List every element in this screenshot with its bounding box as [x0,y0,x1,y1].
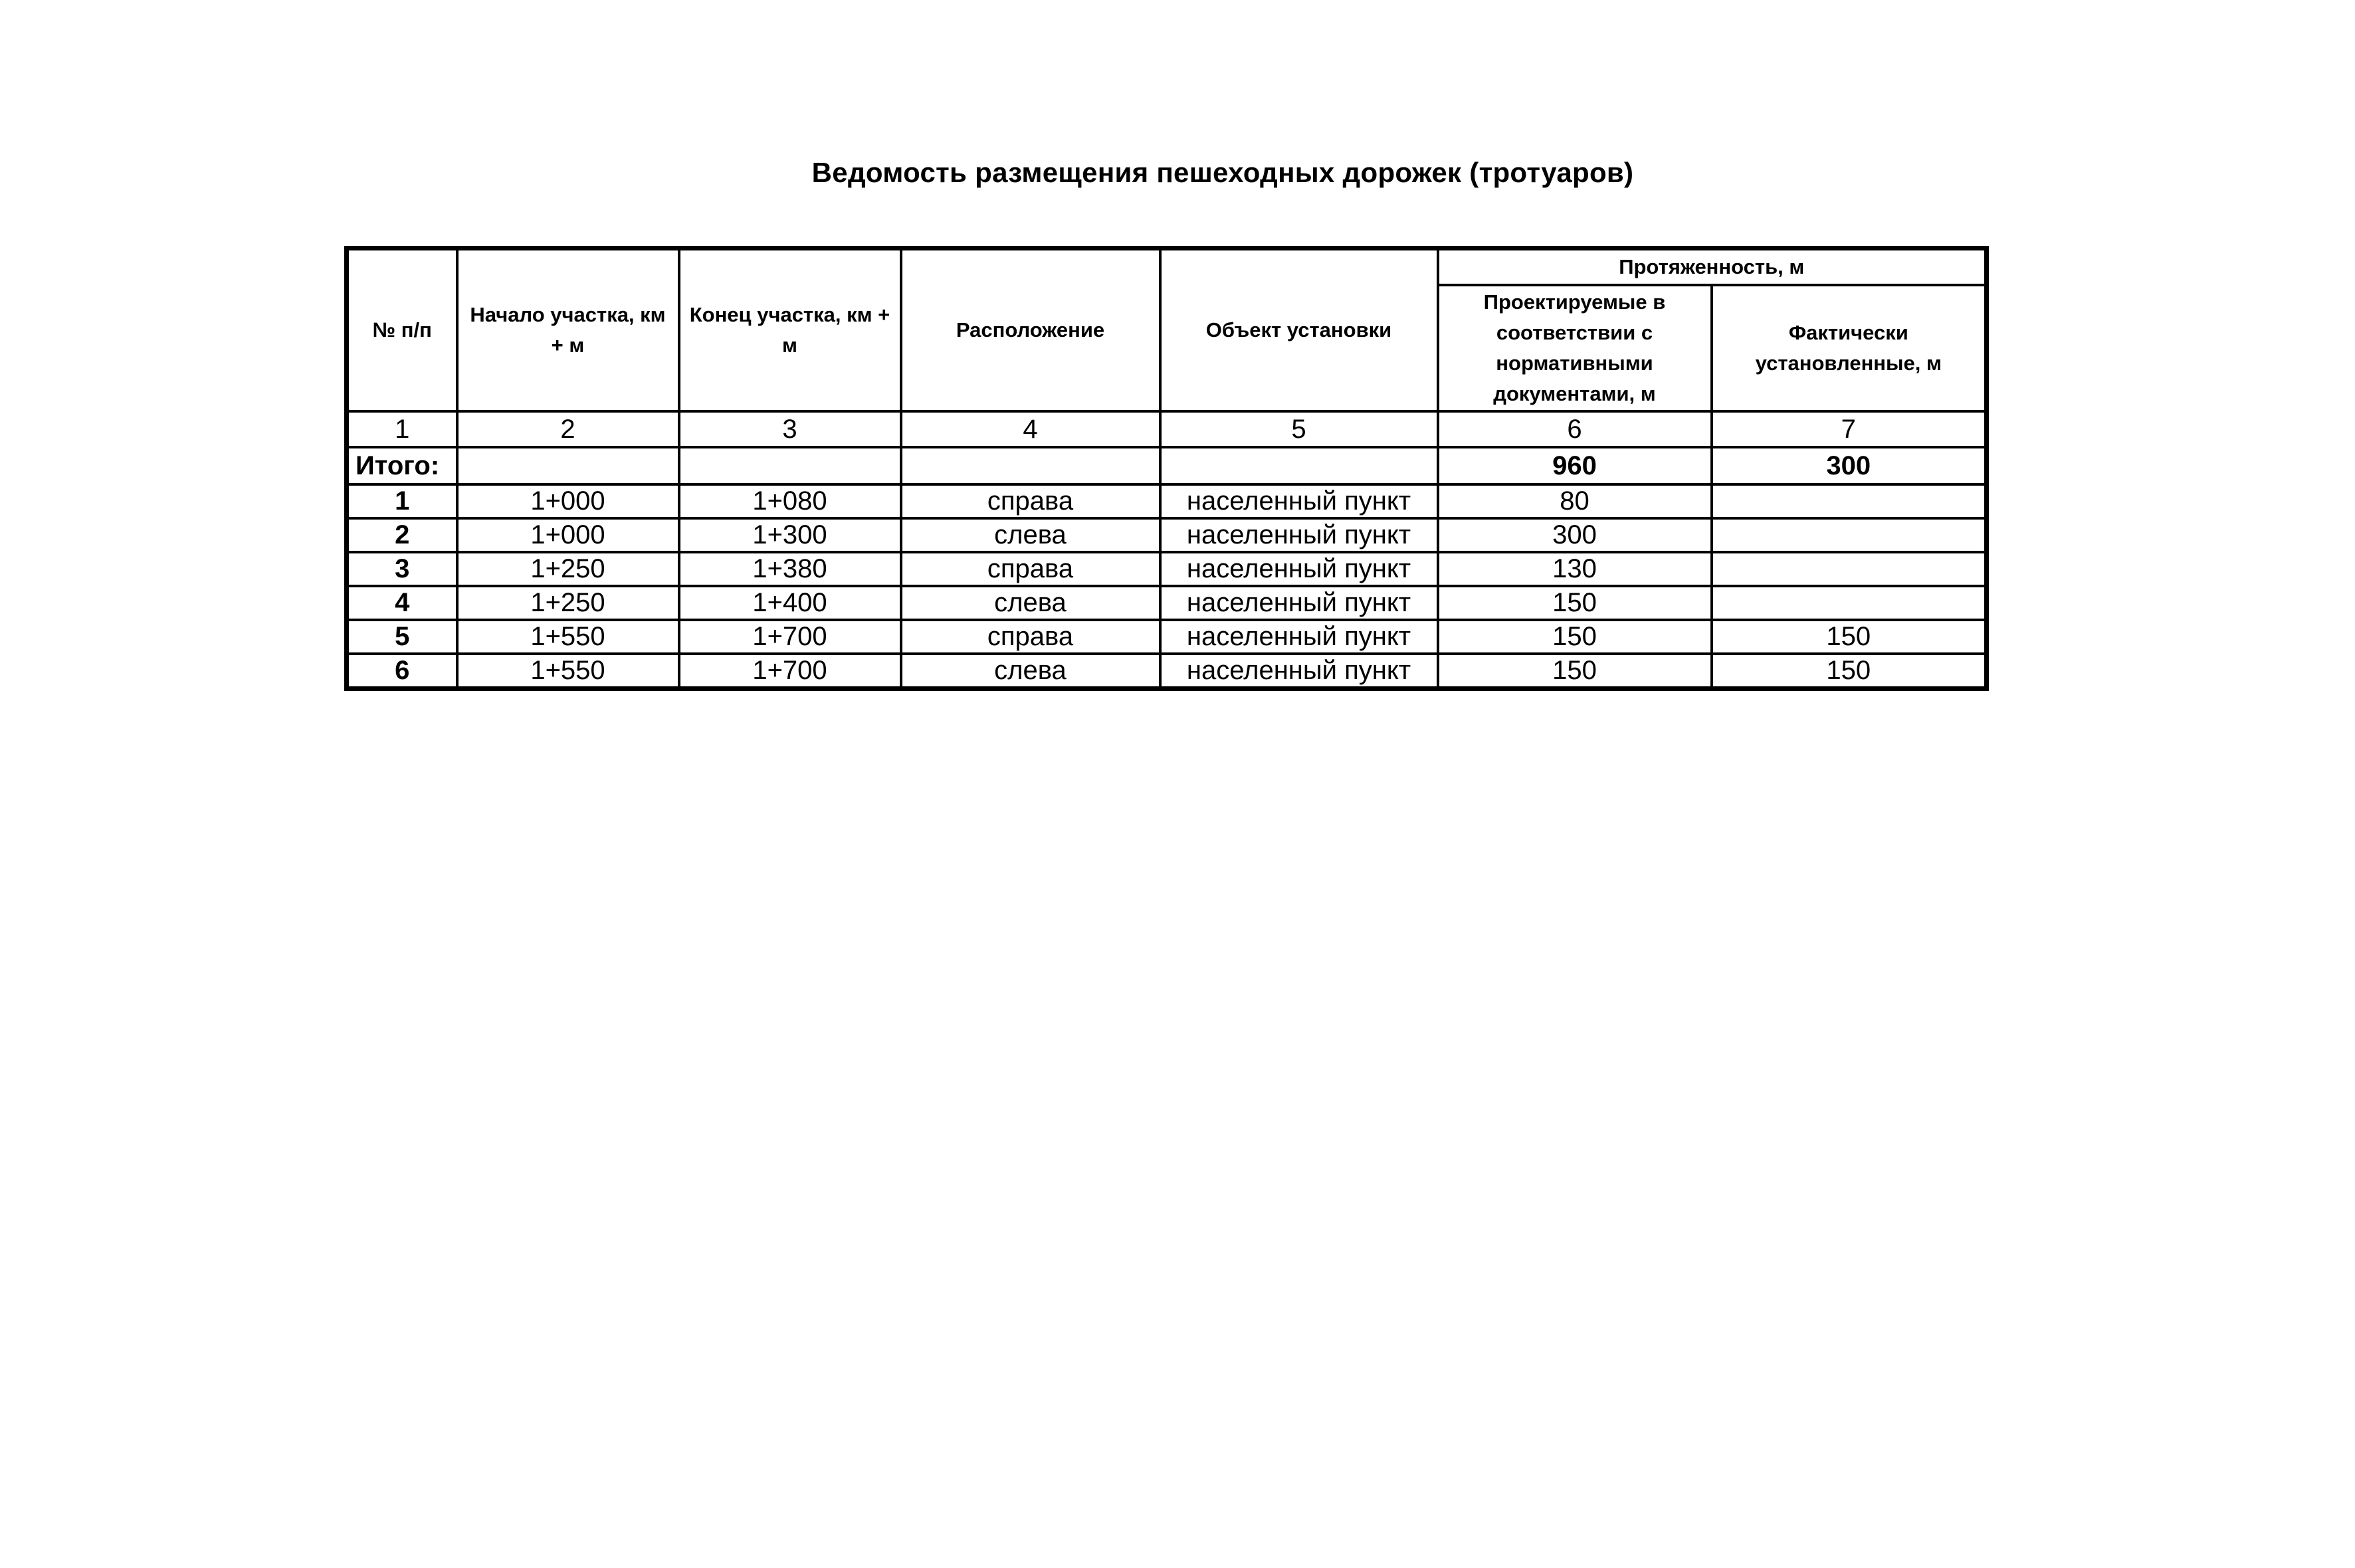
row-start: 1+550 [457,620,679,654]
row-number: 6 [347,654,457,689]
column-number: 1 [347,411,457,447]
column-number: 6 [1438,411,1712,447]
row-actual: 150 [1712,620,1987,654]
row-number: 5 [347,620,457,654]
header-actual: Фактически установленные, м [1712,285,1987,411]
table-cell [1160,447,1438,484]
header-designed: Проектируемые в соответствии с нормативными документами, м [1438,285,1712,411]
row-number: 2 [347,518,457,552]
row-object: населенный пункт [1160,586,1438,620]
sidewalk-table [344,246,1989,691]
table-cell [457,447,679,484]
row-start: 1+250 [457,586,679,620]
sidewalk-table-container [344,246,1984,691]
page-title: Ведомость размещения пешеходных дорожек (тротуаров) [811,157,1634,188]
total-designed: 960 [1438,447,1712,484]
header-row-1 [347,248,1987,286]
column-number: 2 [457,411,679,447]
row-object: населенный пункт [1160,620,1438,654]
total-actual: 300 [1712,447,1987,484]
row-number: 3 [347,552,457,586]
row-object: населенный пункт [1160,552,1438,586]
row-object: населенный пункт [1160,518,1438,552]
table-row [347,620,1987,654]
table-row [347,654,1987,689]
row-designed: 300 [1438,518,1712,552]
table-cell [679,447,901,484]
column-number: 3 [679,411,901,447]
table-row [347,586,1987,620]
row-object: населенный пункт [1160,484,1438,518]
total-label: Итого: [347,447,457,484]
table-row [347,484,1987,518]
row-location: слева [901,586,1160,620]
row-end: 1+400 [679,586,901,620]
row-location: справа [901,552,1160,586]
row-location: справа [901,484,1160,518]
row-location: слева [901,654,1160,689]
row-location: справа [901,620,1160,654]
row-start: 1+550 [457,654,679,689]
column-number: 4 [901,411,1160,447]
header-start: Начало участка, км + м [457,248,679,412]
row-designed: 150 [1438,586,1712,620]
row-object: населенный пункт [1160,654,1438,689]
column-numbers-row [347,411,1987,447]
row-actual [1712,518,1987,552]
row-end: 1+080 [679,484,901,518]
row-designed: 150 [1438,620,1712,654]
row-number: 1 [347,484,457,518]
header-num: № п/п [347,248,457,412]
row-designed: 130 [1438,552,1712,586]
header-length-group: Протяженность, м [1438,248,1987,286]
row-end: 1+380 [679,552,901,586]
row-end: 1+300 [679,518,901,552]
row-designed: 80 [1438,484,1712,518]
header-location: Расположение [901,248,1160,412]
total-row [347,447,1987,484]
table-row [347,518,1987,552]
row-start: 1+250 [457,552,679,586]
row-actual [1712,552,1987,586]
header-end: Конец участка, км + м [679,248,901,412]
row-designed: 150 [1438,654,1712,689]
row-actual [1712,484,1987,518]
row-number: 4 [347,586,457,620]
header-object: Объект установки [1160,248,1438,412]
row-start: 1+000 [457,484,679,518]
row-start: 1+000 [457,518,679,552]
row-end: 1+700 [679,620,901,654]
row-actual [1712,586,1987,620]
row-actual: 150 [1712,654,1987,689]
column-number: 5 [1160,411,1438,447]
column-number: 7 [1712,411,1987,447]
row-location: слева [901,518,1160,552]
table-row [347,552,1987,586]
table-cell [901,447,1160,484]
row-end: 1+700 [679,654,901,689]
